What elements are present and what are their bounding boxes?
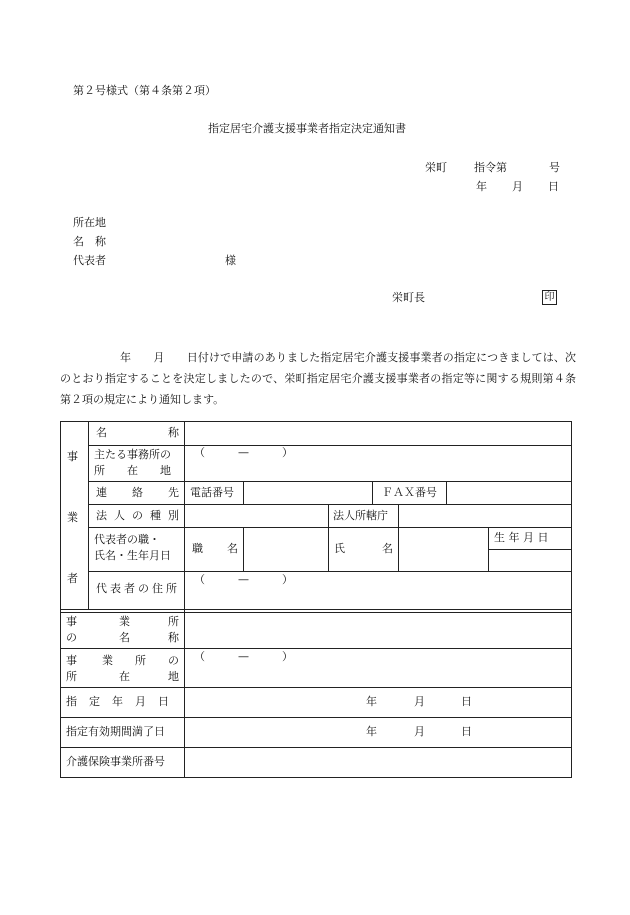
corp-type-label: 法人の種別 (96, 509, 186, 522)
expiry-day: 日 (461, 725, 472, 738)
mayor-title: 栄町長 (392, 291, 425, 304)
person-name-label-1: 氏 (334, 542, 345, 555)
order-suffix: 号 (549, 161, 560, 174)
body-text: 年 月 日付けで申請のありました指定居宅介護支援事業者の指定につきましては、次のとおり指定することを決定しましたので、栄町指定居宅介護支援事業者の指定等に関する規則第４条第２項の規定により通知します。 (60, 351, 576, 406)
contact-label-2: 絡 (132, 486, 143, 499)
location-label: 所在地 (73, 216, 106, 229)
birthdate-label: 生 年 月 日 (494, 531, 549, 544)
office-name-label-5: 名 (119, 631, 130, 644)
contact-label-1: 連 (96, 486, 107, 499)
main-office-label-2: 所 在 地 (94, 464, 171, 477)
side-label-3: 者 (67, 572, 78, 585)
rep-address-postal: （ — ） (194, 573, 293, 586)
office-location-label-3: 所 (135, 654, 146, 667)
designation-month: 月 (414, 695, 425, 708)
expiry-month: 月 (414, 725, 425, 738)
rep-address-label: 代表者の住所 (96, 582, 180, 595)
side-label-2: 業 (67, 511, 78, 524)
office-location-postal: （ — ） (194, 650, 293, 663)
office-name-label-6: 称 (168, 631, 179, 644)
date-year: 年 (476, 180, 487, 193)
position-label-1: 職 (192, 542, 203, 555)
name-label: 名 称 (73, 235, 106, 248)
office-location-label-1: 事 (66, 654, 77, 667)
date-month: 月 (512, 180, 523, 193)
name-cell-label-1: 名 (96, 426, 107, 439)
main-office-label-1: 主たる事務所の (94, 448, 171, 461)
office-location-label-7: 地 (168, 670, 179, 683)
office-name-label-3: 所 (168, 615, 179, 628)
designation-date-label: 指定年月日 (66, 695, 181, 708)
body-paragraph (60, 347, 576, 410)
expiry-year: 年 (366, 725, 377, 738)
corp-jurisdiction-label: 法人所轄庁 (333, 509, 388, 522)
phone-label: 電話番号 (190, 486, 234, 499)
fax-label: ＦＡＸ番号 (382, 486, 437, 499)
contact-label-3: 先 (168, 486, 179, 499)
main-office-postal: （ — ） (194, 446, 293, 459)
form-number: 第２号様式（第４条第２項） (73, 84, 216, 97)
office-location-label-2: 業 (102, 654, 113, 667)
rep-info-label-2: 氏名・生年月日 (94, 549, 171, 562)
designation-day: 日 (461, 695, 472, 708)
name-cell-label-2: 称 (168, 426, 179, 439)
office-name-label-1: 事 (66, 615, 77, 628)
side-label-1: 事 (67, 450, 78, 463)
office-name-label-2: 業 (119, 615, 130, 628)
seal-mark: 印 (542, 290, 557, 305)
expiry-date-label: 指定有効期間満了日 (66, 725, 165, 738)
person-name-label-2: 名 (382, 542, 393, 555)
honorific: 様 (225, 254, 236, 267)
date-day: 日 (548, 180, 559, 193)
office-name-label-4: の (66, 631, 77, 644)
office-location-label-6: 在 (119, 670, 130, 683)
representative-label: 代表者 (73, 254, 106, 267)
rep-info-label-1: 代表者の職・ (94, 533, 160, 546)
office-location-label-4: の (168, 654, 179, 667)
office-name: 栄町 (425, 161, 447, 174)
designation-year: 年 (366, 695, 377, 708)
office-location-label-5: 所 (66, 670, 77, 683)
position-label-2: 名 (227, 542, 238, 555)
care-number-label: 介護保険事業所番号 (66, 755, 165, 768)
document-title: 指定居宅介護支援事業者指定決定通知書 (208, 122, 406, 135)
order-prefix: 指令第 (474, 161, 507, 174)
